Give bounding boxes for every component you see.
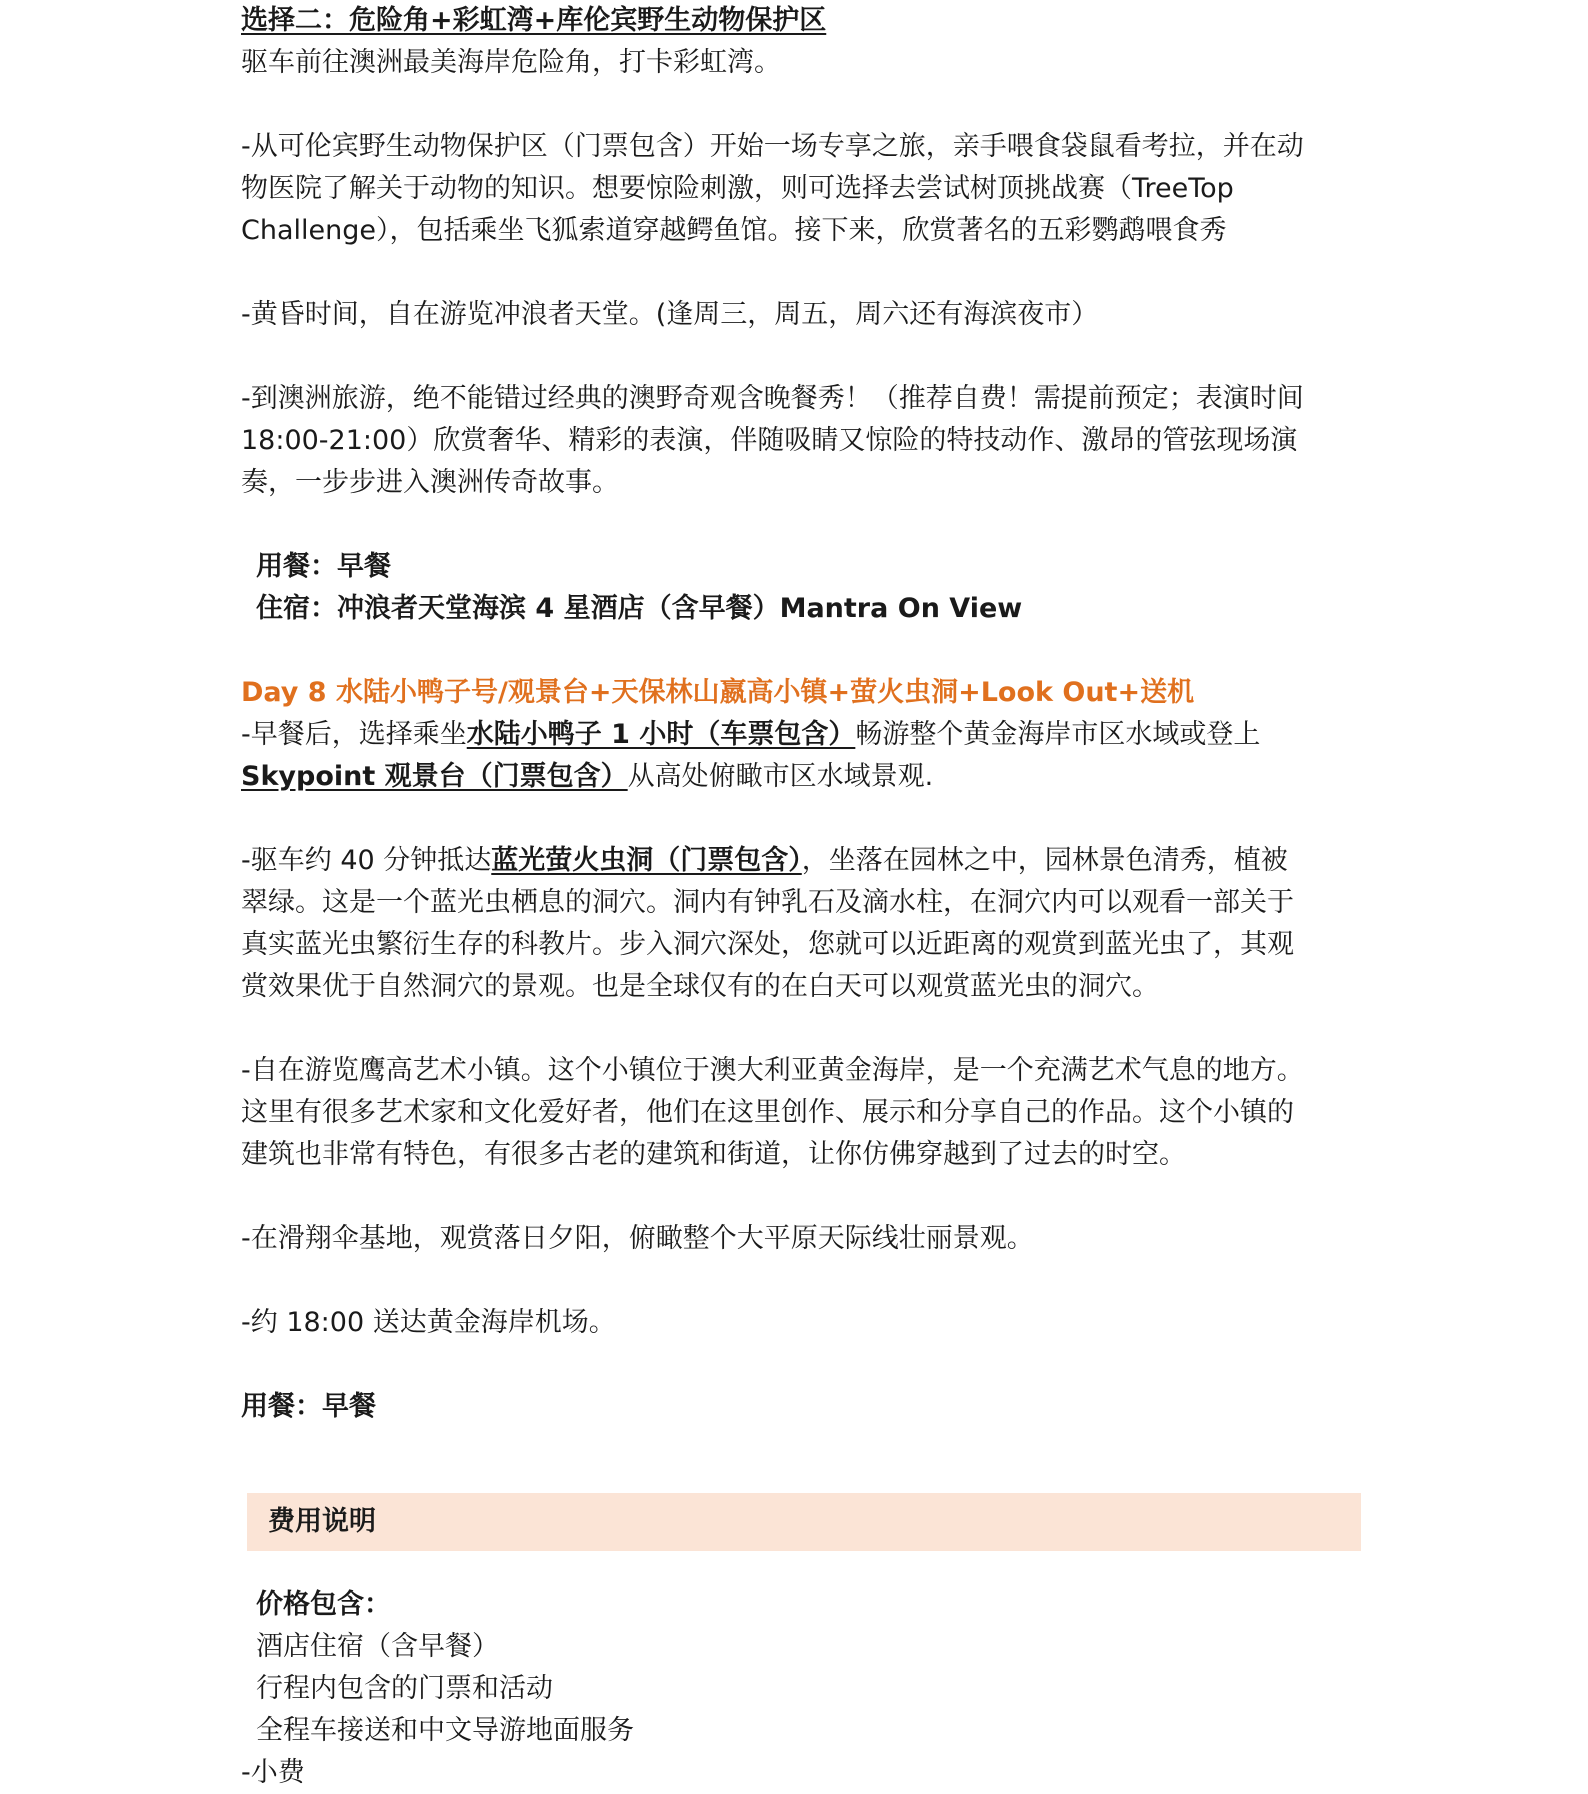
day8-paragraph-duck-line1 (241, 714, 1361, 756)
text-line: 18:00-21:00）欣赏奢华、精彩的表演，伴随吸睛又惊险的特技动作、激昂的管弦现场演 (241, 425, 1298, 456)
fee-section-header (247, 1493, 1361, 1551)
glowworm-cave-highlight: 蓝光萤火虫洞（门票包含） (491, 845, 802, 876)
fee-included-item: 行程内包含的门票和活动 (256, 1673, 553, 1704)
text-line: 建筑也非常有特色，有很多古老的建筑和街道，让你仿佛穿越到了过去的时空。 (241, 1139, 1186, 1170)
fee-section-title: 费用说明 (268, 1506, 376, 1537)
text-line: 物医院了解关于动物的知识。想要惊险刺激，则可选择去尝试树顶挑战赛（TreeTop (241, 173, 1234, 204)
text-span: 从高处俯瞰市区水域景观. (627, 761, 934, 792)
day8-paragraph-airport: -约 18:00 送达黄金海岸机场。 (241, 1307, 616, 1338)
itinerary-page (241, 0, 1361, 1428)
text-line: 翠绿。这是一个蓝光虫栖息的洞穴。洞内有钟乳石及滴水柱，在洞穴内可以观看一部关于 (241, 887, 1294, 918)
text-line: 真实蓝光虫繁衍生存的科教片。步入洞穴深处，您就可以近距离的观赏到蓝光虫了，其观 (241, 929, 1294, 960)
text-span: -驱车约 40 分钟抵达 (241, 845, 492, 876)
day8-paragraph-duck-line2 (241, 756, 1361, 798)
text-line: -自在游览鹰高艺术小镇。这个小镇位于澳大利亚黄金海岸，是一个充满艺术气息的地方。 (241, 1055, 1304, 1086)
text-line: 奏，一步步进入澳洲传奇故事。 (241, 467, 619, 498)
text-line: 这里有很多艺术家和文化爱好者，他们在这里创作、展示和分享自己的作品。这个小镇的 (241, 1097, 1294, 1128)
fee-tip-item: -小费 (241, 1757, 305, 1788)
option2-intro: 驱车前往澳洲最美海岸危险角，打卡彩虹湾。 (241, 47, 781, 78)
fee-included-block (241, 1584, 1361, 1794)
duck-tour-highlight: 水陆小鸭子 1 小时（车票包含） (466, 719, 856, 750)
fee-included-item: 酒店住宿（含早餐） (256, 1631, 499, 1662)
option2-paragraph-wildlife (241, 126, 1361, 252)
option2-paragraph-show (241, 378, 1361, 504)
text-line: -到澳洲旅游，绝不能错过经典的澳野奇观含晚餐秀！（推荐自费！需提前预定；表演时间 (241, 383, 1304, 414)
day8-paragraph-art-town (241, 1050, 1361, 1176)
text-line: 赏效果优于自然洞穴的景观。也是全球仅有的在白天可以观赏蓝光虫的洞穴。 (241, 971, 1159, 1002)
text-line (241, 840, 1361, 882)
option2-hotel: 住宿：冲浪者天堂海滨 4 星酒店（含早餐）Mantra On View (256, 593, 1023, 624)
day8-meal: 用餐：早餐 (241, 1391, 376, 1422)
option2-paragraph-dusk: -黄昏时间，自在游览冲浪者天堂。(逢周三，周五，周六还有海滨夜市） (241, 299, 1099, 330)
day8-paragraph-sunset: -在滑翔伞基地，观赏落日夕阳，俯瞰整个大平原天际线壮丽景观。 (241, 1223, 1034, 1254)
text-span: 畅游整个黄金海岸市区水域或登上 (855, 719, 1261, 750)
text-span: -早餐后，选择乘坐 (241, 719, 467, 750)
option2-title: 选择二：危险角+彩虹湾+库伦宾野生动物保护区 (241, 5, 827, 36)
option2-meal: 用餐：早餐 (256, 551, 391, 582)
day8-paragraph-glowworm (241, 840, 1361, 1008)
fee-included-item: 全程车接送和中文导游地面服务 (256, 1715, 634, 1746)
fee-included-title: 价格包含： (256, 1589, 391, 1620)
text-span: ，坐落在园林之中，园林景色清秀，植被 (801, 845, 1288, 876)
text-line: -从可伦宾野生动物保护区（门票包含）开始一场专享之旅，亲手喂食袋鼠看考拉，并在动 (241, 131, 1304, 162)
day8-title: Day 8 水陆小鸭子号/观景台+天保林山嬴高小镇+萤火虫洞+Look Out+送机 (241, 677, 1195, 708)
text-line: Challenge），包括乘坐飞狐索道穿越鳄鱼馆。接下来，欣赏著名的五彩鹦鹉喂食秀 (241, 215, 1227, 246)
skypoint-highlight: Skypoint 观景台（门票包含） (241, 761, 628, 792)
